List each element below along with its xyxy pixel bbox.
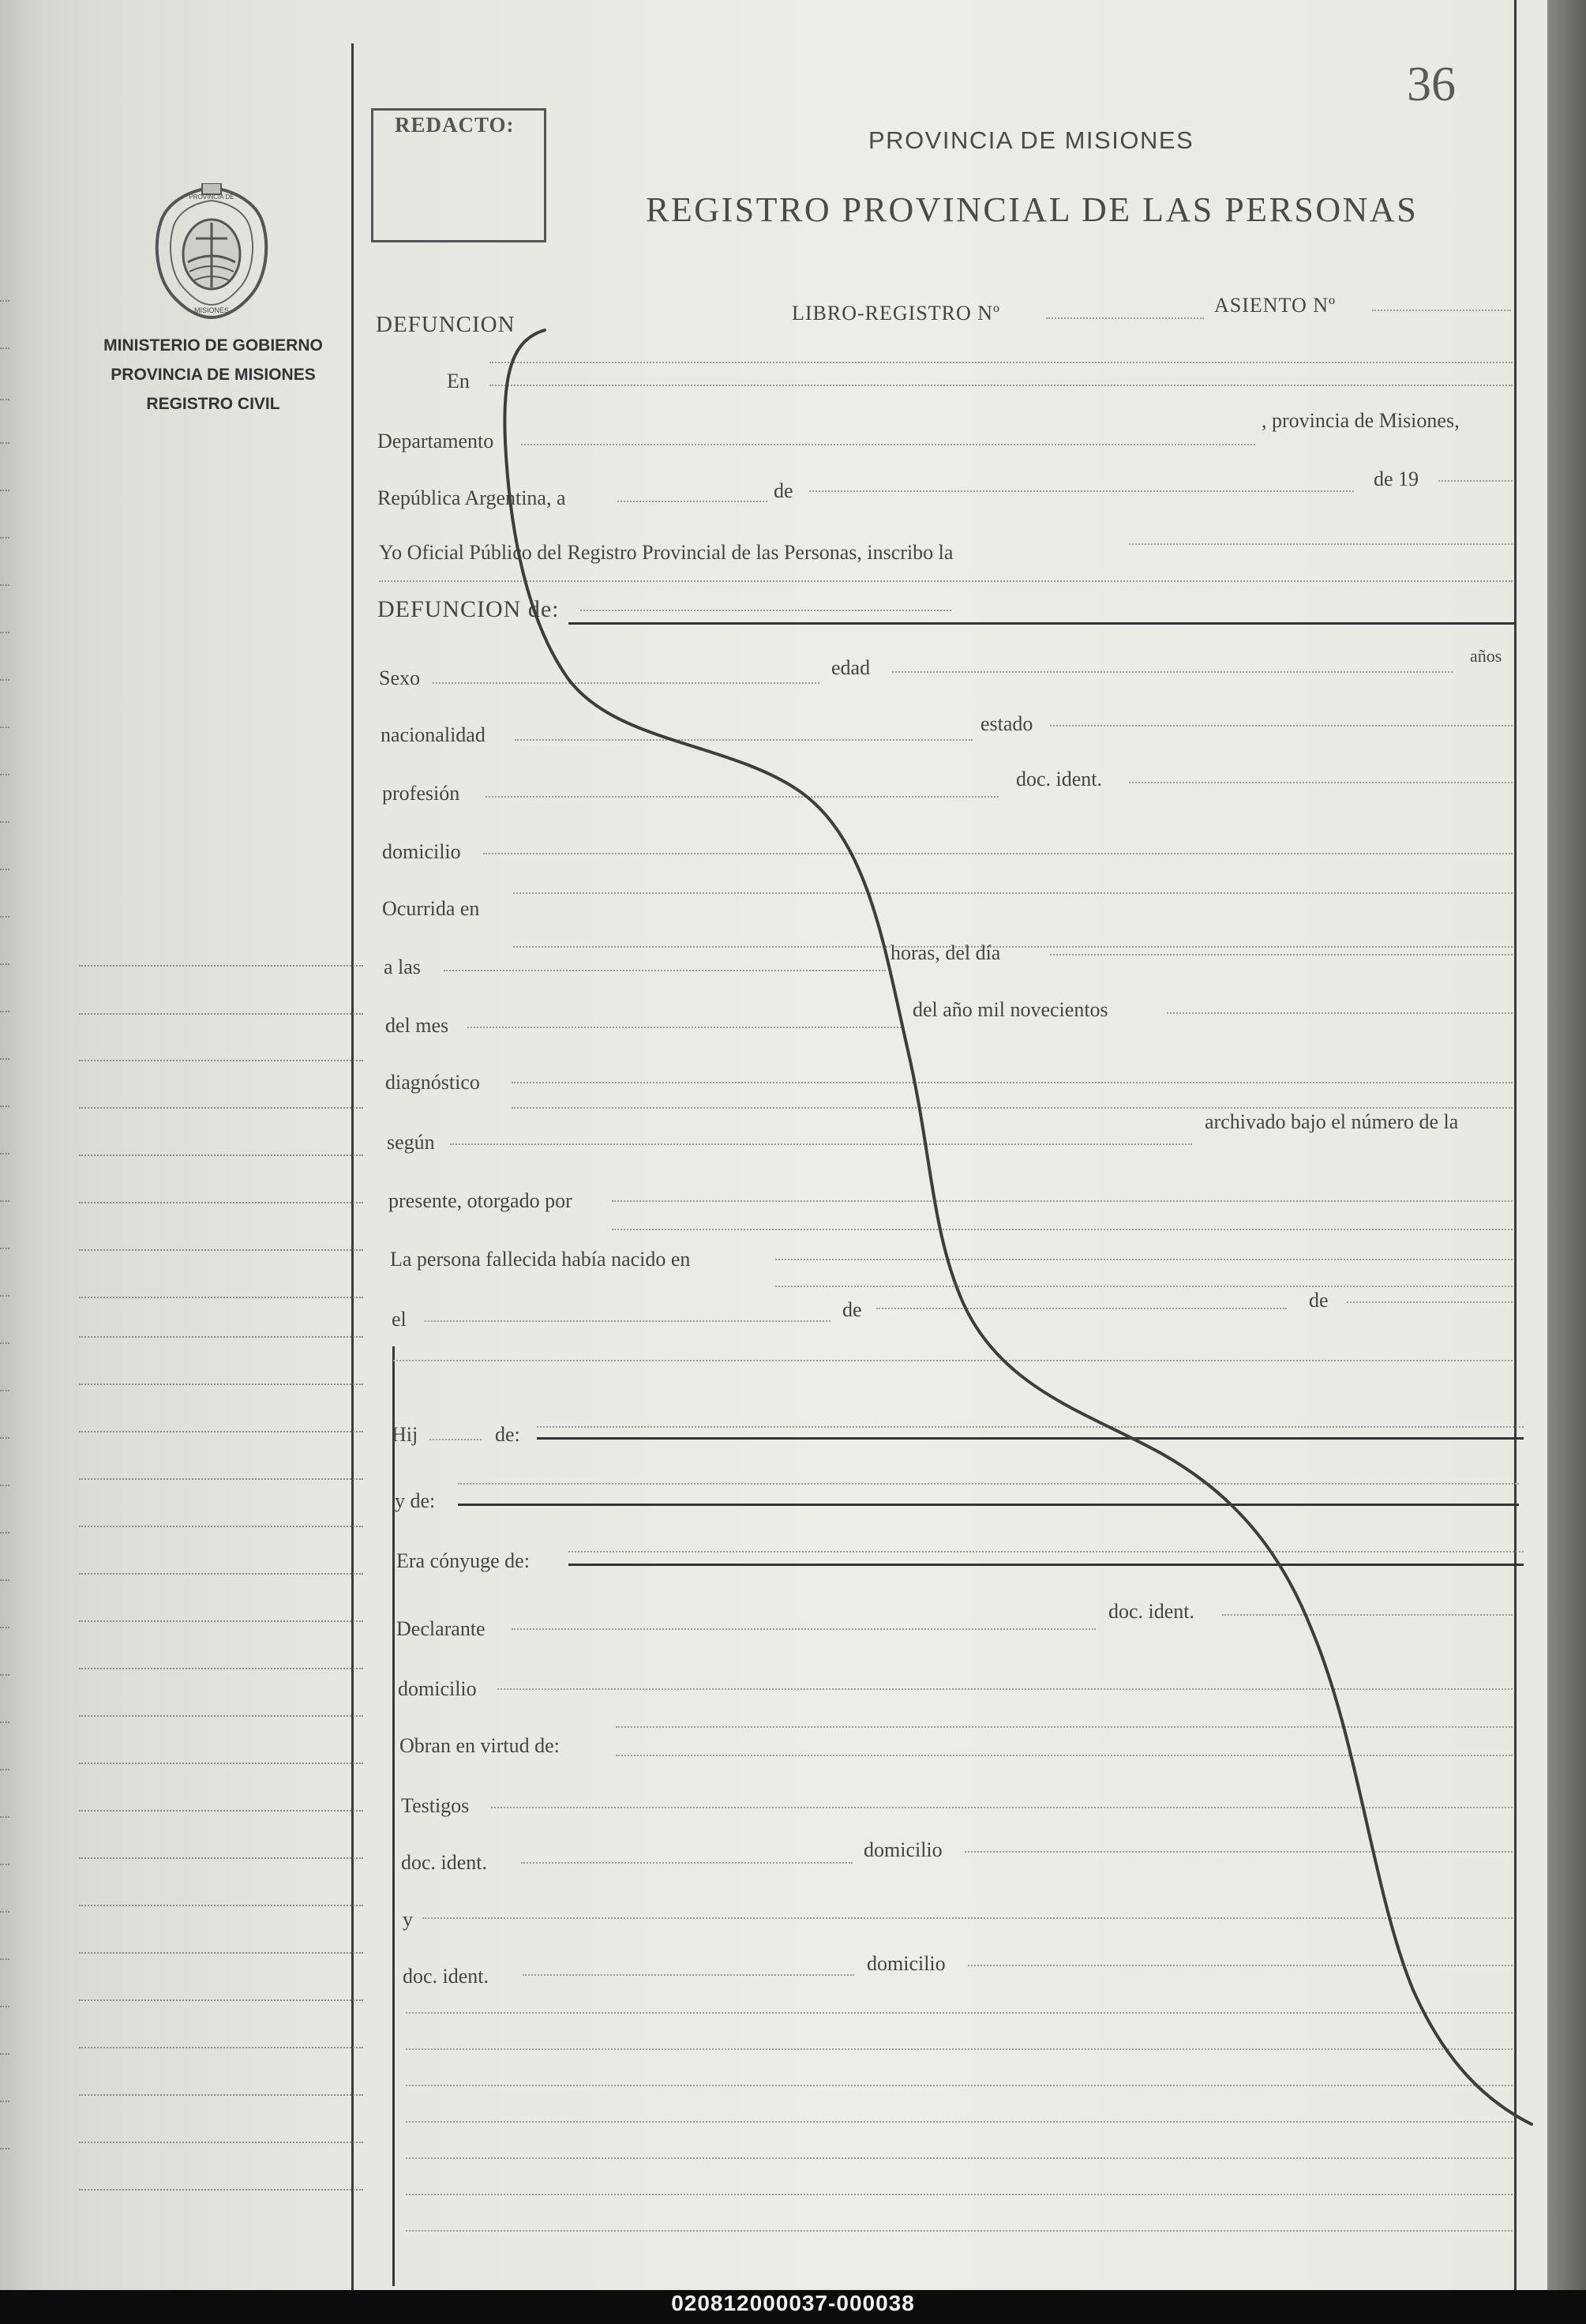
profesion-label: profesión bbox=[382, 782, 460, 805]
el-label: el bbox=[392, 1308, 407, 1331]
anos-label: años bbox=[1470, 646, 1502, 666]
presente-label: presente, otorgado por bbox=[388, 1189, 572, 1212]
y-label: y bbox=[403, 1908, 413, 1931]
testigos-label: Testigos bbox=[401, 1794, 470, 1817]
declarante-label: Declarante bbox=[396, 1617, 486, 1640]
domicilio-label-2: domicilio bbox=[398, 1677, 477, 1700]
domicilio-label-3: domicilio bbox=[864, 1838, 943, 1861]
edad-label: edad bbox=[831, 656, 871, 679]
conyuge-label: Era cónyuge de: bbox=[396, 1549, 530, 1572]
de-label-1: de bbox=[774, 479, 793, 502]
doc-ident-label-2: doc. ident. bbox=[1108, 1600, 1195, 1623]
hij-de-label: de: bbox=[495, 1423, 520, 1446]
horas-del-dia-label: horas, del día bbox=[890, 941, 1001, 964]
domicilio-label-1: domicilio bbox=[382, 840, 461, 863]
ministry-line-2: PROVINCIA DE MISIONES bbox=[111, 366, 316, 384]
asiento-label: ASIENTO Nº bbox=[1214, 294, 1337, 317]
yo-oficial-label: Yo Oficial Público del Registro Provincial de las Personas, inscribo la bbox=[379, 541, 954, 564]
estado-label: estado bbox=[980, 712, 1033, 735]
del-mes-label: del mes bbox=[385, 1014, 449, 1037]
doc-ident-label-3: doc. ident. bbox=[401, 1851, 488, 1874]
en-label: En bbox=[447, 370, 470, 392]
y-de-label: y de: bbox=[395, 1489, 436, 1512]
sexo-label: Sexo bbox=[379, 666, 420, 689]
a-las-label: a las bbox=[384, 956, 421, 978]
diagnostico-label: diagnóstico bbox=[385, 1071, 480, 1094]
departamento-label: Departamento bbox=[377, 430, 494, 452]
seal-top-text: PROVINCIA DE bbox=[189, 193, 234, 201]
de-label-3: de bbox=[1309, 1289, 1329, 1312]
doc-ident-label-4: doc. ident. bbox=[403, 1965, 489, 1988]
del-ano-label: del año mil novecientos bbox=[913, 998, 1108, 1021]
nacionalidad-label: nacionalidad bbox=[381, 723, 486, 746]
registro-title: REGISTRO PROVINCIAL DE LAS PERSONAS bbox=[646, 190, 1419, 229]
de-label-2: de bbox=[842, 1298, 862, 1321]
ocurrida-en-label: Ocurrida en bbox=[382, 897, 480, 920]
archivado-label: archivado bajo el número de la bbox=[1205, 1110, 1459, 1133]
seal-bottom-text: MISIONES bbox=[193, 306, 230, 314]
libro-registro-label: LIBRO-REGISTRO Nº bbox=[792, 302, 1001, 325]
doc-ident-label-1: doc. ident. bbox=[1016, 768, 1103, 790]
domicilio-label-4: domicilio bbox=[867, 1952, 946, 1975]
provincia-header: PROVINCIA DE MISIONES bbox=[868, 126, 1194, 154]
persona-fallecida-label: La persona fallecida había nacido en bbox=[390, 1248, 691, 1271]
provincia-misiones-label: , provincia de Misiones, bbox=[1262, 409, 1460, 432]
segun-label: según bbox=[387, 1131, 435, 1154]
republica-label: República Argentina, a bbox=[377, 486, 566, 509]
obran-label: Obran en virtud de: bbox=[399, 1734, 560, 1757]
defuncion-heading: DEFUNCION bbox=[376, 312, 516, 337]
hij-label: Hij bbox=[392, 1423, 418, 1446]
redacto-label: REDACTO: bbox=[395, 113, 515, 137]
scan-identifier: 020812000037-000038 bbox=[671, 2291, 915, 2315]
ministry-line-3: REGISTRO CIVIL bbox=[146, 395, 280, 413]
ministry-line-1: MINISTERIO DE GOBIERNO bbox=[103, 336, 323, 355]
page-number: 36 bbox=[1407, 58, 1456, 111]
defuncion-de-label: DEFUNCION de: bbox=[377, 596, 560, 622]
page-right-edge bbox=[1547, 0, 1586, 2290]
de-19-label: de 19 bbox=[1374, 467, 1419, 490]
